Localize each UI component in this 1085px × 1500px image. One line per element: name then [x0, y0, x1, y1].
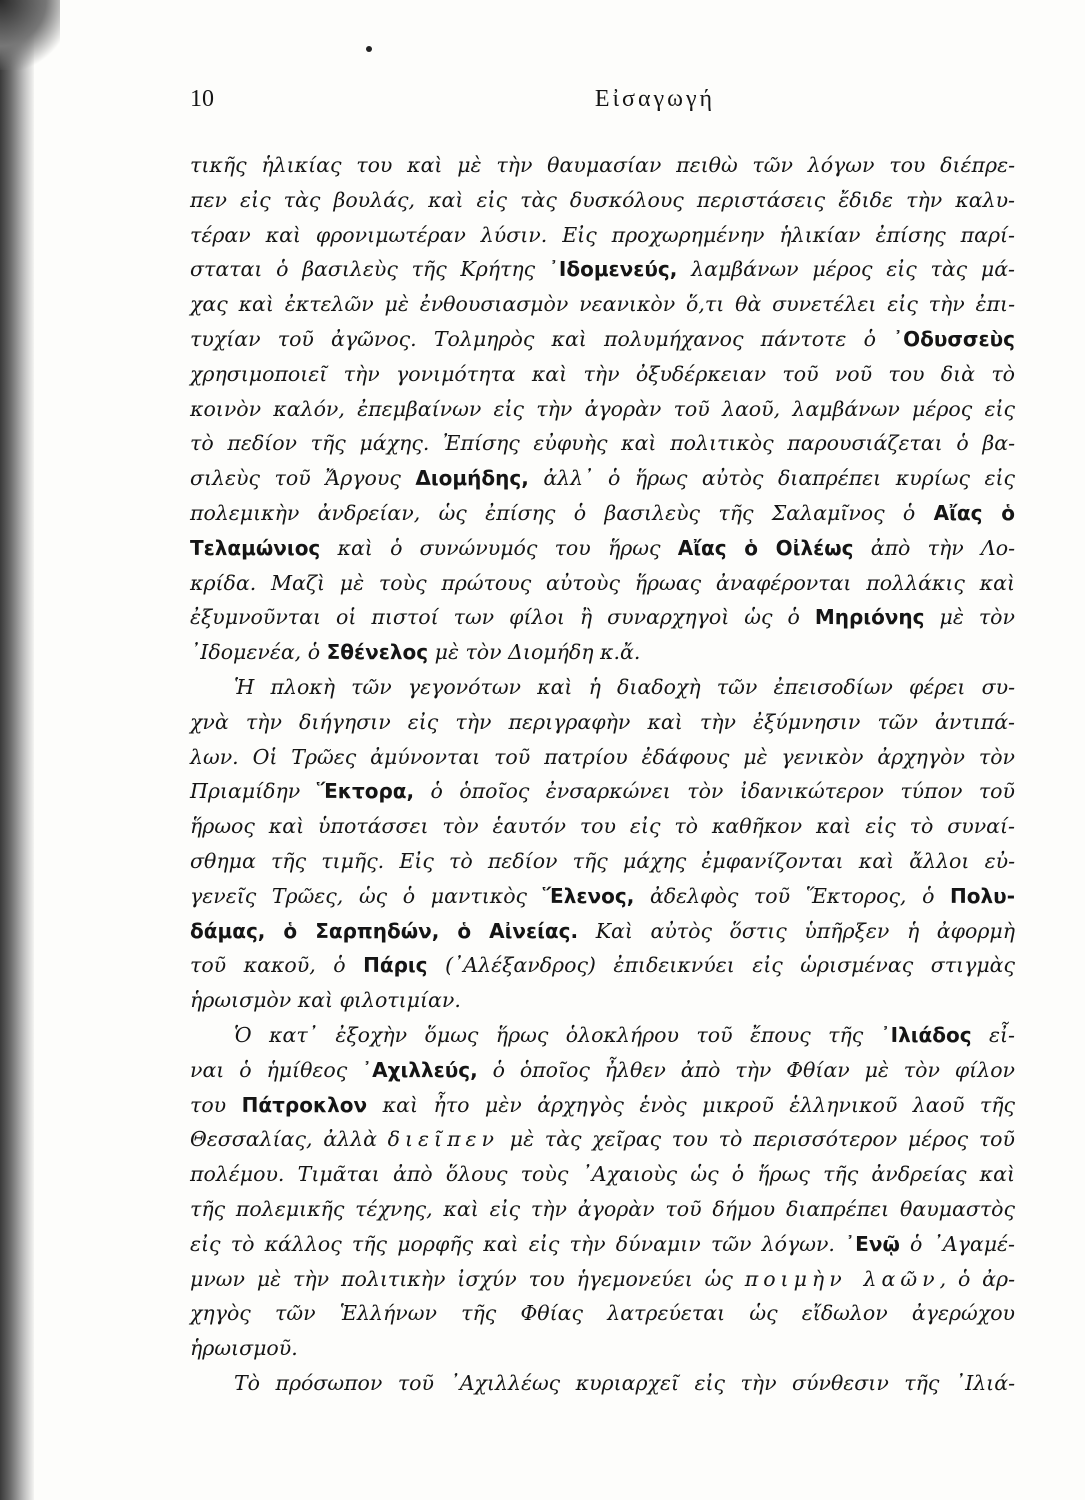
text-segment: ὁ ὁποῖος ἦλθεν ἀπὸ τὴν Φθίαν μὲ τὸν φίλον: [477, 1057, 1016, 1082]
page-corner-shadow: [0, 0, 60, 70]
text-segment: , ὁ ἀρ-: [939, 1266, 1016, 1291]
text-segment: χηγὸς τῶν Ἑλλήνων τῆς Φθίας λατρεύεται ὡς εἴδωλον ἀγερώχου: [190, 1301, 1015, 1326]
text-segment: χας καὶ ἐκτελῶν μὲ ἐνθουσιασμὸν νεανικὸν ὅ,τι θὰ συνετέλει εἰς τὴν ἐπι-: [190, 292, 1015, 317]
text-line: [190, 183, 1015, 218]
text-segment: ᾿Ιδομενέα, ὁ: [190, 640, 327, 665]
text-line: [190, 879, 1015, 914]
text-line: [190, 531, 1015, 566]
text-line: [190, 844, 1015, 879]
text-line: [190, 426, 1015, 461]
text-line: [190, 1192, 1015, 1227]
text-line: [190, 322, 1015, 357]
text-segment: σθημα τῆς τιμῆς. Εἰς τὸ πεδίον τῆς μάχης ἐμφανίζονται καὶ ἄλλοι εὐ-: [190, 848, 1015, 873]
bold-name: Πολυ-: [950, 883, 1015, 908]
text-segment: τὸ πεδίον τῆς μάχης. Ἐπίσης εὐφυὴς καὶ πολιτικὸς παρουσιάζεται ὁ βα-: [190, 431, 1015, 456]
text-segment: πεν εἰς τὰς βουλάς, καὶ εἰς τὰς δυσκόλους περιστάσεις ἔδιδε τὴν καλυ-: [190, 187, 1015, 212]
text-segment: ὁ ὁποῖος ἐνσαρκώνει τὸν ἰδανικώτερον τύπον τοῦ: [414, 779, 1015, 804]
text-segment: ἀδελφὸς τοῦ Ἕκτορος, ὁ: [634, 883, 951, 908]
text-segment: Ἡ πλοκὴ τῶν γεγονότων καὶ ἡ διαδοχὴ τῶν ἐπεισοδίων φέρει συ-: [234, 674, 1015, 699]
text-line: [190, 1053, 1015, 1088]
bold-name: Διομήδης,: [415, 466, 529, 491]
text-line: [190, 1262, 1015, 1297]
text-segment: ἀπὸ τὴν Λο-: [853, 535, 1015, 560]
spaced-text: διεῖπεν: [387, 1127, 500, 1152]
text-line: [190, 461, 1015, 496]
text-segment: Πριαμίδην: [190, 779, 317, 804]
bold-name: ᾿Οδυσσεὺς: [893, 326, 1015, 351]
text-segment: (᾿Αλέξανδρος) ἐπιδεικνύει εἰς ὡρισμένας στιγμὰς: [427, 953, 1015, 978]
text-line: [190, 914, 1015, 949]
text-line: [190, 1366, 1015, 1401]
bold-name: ᾿Αχιλλεύς,: [362, 1057, 478, 1082]
text-segment: εἰς τὸ κάλλος τῆς μορφῆς καὶ εἰς τὴν δύναμιν τῶν λόγων.: [190, 1231, 846, 1256]
text-segment: Ὁ κατ᾿ ἐξοχὴν ὅμως ἥρως ὁλοκλήρου τοῦ ἔπους τῆς: [234, 1022, 881, 1047]
text-line: [190, 705, 1015, 740]
bold-name: Σθένελος: [326, 640, 429, 665]
text-segment: λαμβάνων μέρος εἰς τὰς μά-: [677, 257, 1015, 282]
bold-name: Πάτροκλον: [241, 1092, 368, 1117]
running-title: Εἰσαγωγή: [594, 86, 716, 112]
bold-name: Τελαμώνιος: [190, 535, 321, 560]
text-segment: τοῦ κακοῦ, ὁ: [190, 953, 364, 978]
text-segment: γενεῖς Τρῶες, ὡς ὁ μαντικὸς: [190, 883, 543, 908]
text-body: [190, 148, 1015, 1401]
text-segment: σιλεὺς τοῦ Ἄργους: [190, 466, 416, 491]
text-segment: μὲ τὸν Διομήδη κ.ἄ.: [428, 640, 641, 665]
text-segment: ἐξυμνοῦνται οἱ πιστοί των φίλοι ἢ συναρχηγοὶ ὡς ὁ: [190, 605, 815, 630]
text-segment: λων. Οἱ Τρῶες ἀμύνονται τοῦ πατρίου ἐδάφους μὲ γενικὸν ἀρχηγὸν τὸν: [190, 744, 1015, 769]
text-segment: Θεσσαλίας, ἀλλὰ: [190, 1127, 388, 1152]
text-segment: εἶ-: [971, 1022, 1015, 1047]
bold-name: Μηριόνης: [814, 605, 925, 630]
text-line: [190, 252, 1015, 287]
ink-dot: [366, 46, 372, 52]
bold-name: Ἕκτορα,: [316, 779, 415, 804]
page-header: [190, 86, 1020, 120]
text-segment: Καὶ αὐτὸς ὅστις ὑπῆρξεν ἡ ἀφορμὴ: [578, 918, 1016, 943]
text-line: [190, 1331, 1015, 1366]
text-segment: χρησιμοποιεῖ τὴν γονιμότητα καὶ τὴν ὀξυδέρκειαν τοῦ νοῦ του διὰ τὸ: [190, 361, 1015, 386]
page-number: 10: [190, 86, 214, 112]
spaced-text: ποιμὴν λαῶν: [744, 1266, 940, 1291]
bold-name: Αἴας ὁ Οἰλέως: [677, 535, 854, 560]
text-segment: τῆς πολεμικῆς τέχνης, καὶ εἰς τὴν ἀγορὰν τοῦ δήμου διαπρέπει θαυμαστὸς: [190, 1196, 1015, 1221]
text-line: [190, 948, 1015, 983]
text-segment: μὲ τὸν: [924, 605, 1015, 630]
text-line: [190, 392, 1015, 427]
text-segment: χνὰ τὴν διήγησιν εἰς τὴν περιγραφὴν καὶ τὴν ἐξύμνησιν τῶν ἀντιπά-: [190, 709, 1015, 734]
text-segment: ἡρωισμὸν καὶ φιλοτιμίαν.: [190, 988, 461, 1013]
text-segment: πολέμου. Τιμᾶται ἀπὸ ὅλους τοὺς ᾿Αχαιοὺς ὡς ὁ ἥρως τῆς ἀνδρείας καὶ: [190, 1162, 1015, 1187]
page-edge-shadow: [0, 0, 34, 1500]
text-line: [190, 1122, 1015, 1157]
bold-name: ᾿Ενῷ: [845, 1231, 900, 1256]
text-line: [190, 148, 1015, 183]
text-line: [190, 1157, 1015, 1192]
text-segment: Τὸ πρόσωπον τοῦ ᾿Αχιλλέως κυριαρχεῖ εἰς τὴν σύνθεσιν τῆς ᾿Ιλιά-: [234, 1370, 1015, 1395]
text-segment: ἀλλ᾿ ὁ ἥρως αὐτὸς διαπρέπει κυρίως εἰς: [528, 466, 1016, 491]
text-segment: ναι ὁ ἡμίθεος: [190, 1057, 363, 1082]
text-line: [190, 287, 1015, 322]
bold-name: Πάρις: [363, 953, 428, 978]
text-line: [190, 1296, 1015, 1331]
text-segment: μνων μὲ τὴν πολιτικὴν ἰσχύν του ἡγεμονεύει ὡς: [190, 1266, 745, 1291]
text-line: [190, 670, 1015, 705]
text-segment: κοινὸν καλόν, ἐπεμβαίνων εἰς τὴν ἀγορὰν τοῦ λαοῦ, λαμβάνων μέρος εἰς: [190, 396, 1015, 421]
text-line: [190, 774, 1015, 809]
text-segment: τέραν καὶ φρονιμωτέραν λύσιν. Εἰς προχωρημένην ἡλικίαν ἐπίσης παρί-: [190, 222, 1015, 247]
text-segment: σταται ὁ βασιλεὺς τῆς Κρήτης: [190, 257, 549, 282]
text-line: [190, 1088, 1015, 1123]
text-line: [190, 357, 1015, 392]
text-line: [190, 809, 1015, 844]
text-line: [190, 635, 1015, 670]
text-segment: καὶ ὁ συνώνυμός του ἥρως: [320, 535, 678, 560]
text-line: [190, 740, 1015, 775]
text-segment: τυχίαν τοῦ ἀγῶνος. Τολμηρὸς καὶ πολυμήχανος πάντοτε ὁ: [190, 326, 894, 351]
text-line: [190, 218, 1015, 253]
bold-name: ᾿Ιδομενεύς,: [548, 257, 678, 282]
text-line: [190, 1018, 1015, 1053]
text-line: [190, 566, 1015, 601]
text-line: [190, 1227, 1015, 1262]
text-segment: κρίδα. Μαζὶ μὲ τοὺς πρώτους αὐτοὺς ἥρωας ἀναφέρονται πολλάκις καὶ: [190, 570, 1015, 595]
text-segment: ὁ ᾿Αγαμέ-: [899, 1231, 1015, 1256]
text-line: [190, 496, 1015, 531]
bold-name: Αἴας ὁ: [933, 500, 1015, 525]
bold-name: δάμας, ὁ Σαρπηδών, ὁ Αἰνείας.: [190, 918, 579, 943]
text-segment: ἥρωος καὶ ὑποτάσσει τὸν ἑαυτόν του εἰς τὸ καθῆκον καὶ εἰς τὸ συναί-: [190, 814, 1015, 839]
text-segment: του: [190, 1092, 242, 1117]
text-line: [190, 600, 1015, 635]
text-segment: ἡρωισμοῦ.: [190, 1336, 298, 1361]
text-line: [190, 983, 1015, 1018]
text-segment: τικῆς ἡλικίας του καὶ μὲ τὴν θαυμασίαν πειθὼ τῶν λόγων του διέπρε-: [190, 153, 1015, 177]
bold-name: ᾿Ιλιάδος: [880, 1022, 972, 1047]
text-segment: πολεμικὴν ἀνδρείαν, ὡς ἐπίσης ὁ βασιλεὺς τῆς Σαλαμῖνος ὁ: [190, 500, 934, 525]
bold-name: Ἕλενος,: [542, 883, 635, 908]
text-segment: μὲ τὰς χεῖρας του τὸ περισσότερον μέρος τοῦ: [499, 1127, 1015, 1152]
text-segment: καὶ ἦτο μὲν ἀρχηγὸς ἑνὸς μικροῦ ἑλληνικοῦ λαοῦ τῆς: [367, 1092, 1015, 1117]
